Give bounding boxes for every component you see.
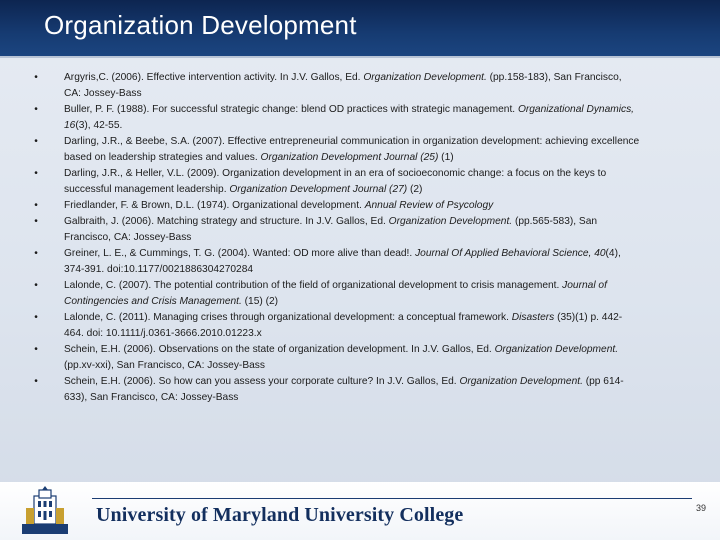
reference-item (28, 342, 640, 374)
bullet: • (34, 376, 38, 387)
reference-text: (2) (407, 184, 423, 195)
reference-source-text: Organizational Dynamics, 16 (64, 104, 635, 131)
reference-item (28, 278, 640, 310)
university-logo-icon (22, 486, 68, 534)
bullet: • (34, 104, 38, 115)
reference-source-text: Organization Development. (363, 72, 487, 83)
bullet: • (34, 200, 38, 211)
bullet: • (34, 280, 38, 291)
page-number: 39 (696, 503, 707, 513)
reference-source-text: Disasters (511, 312, 555, 323)
reference-text: Buller, P. F. (1988). For successful strategic change: blend OD practices with strategic management. (64, 104, 518, 115)
university-name: University of Maryland University College (96, 504, 464, 526)
reference-text: (4), 374-391. doi:10.1177/0021886304270284 (64, 248, 621, 275)
reference-text: Darling, J.R., & Heller, V.L. (2009). Organization development in an era of socioeconomic change: a focus on the keys to successful management leadership. (64, 168, 607, 195)
bullet: • (34, 312, 38, 323)
reference-item (28, 198, 640, 214)
reference-text: (pp 614-633), San Francisco, CA: Jossey-Bass (64, 376, 624, 403)
reference-text: (pp.565-583), San Francisco, CA: Jossey-Bass (64, 216, 598, 243)
bullet: • (34, 344, 38, 355)
bullet: • (34, 72, 38, 83)
reference-text: Schein, E.H. (2006). Observations on the state of organization development. In J.V. Gallos, Ed. (64, 344, 495, 355)
reference-text: Darling, J.R., & Beebe, S.A. (2007). Effective entrepreneurial communication in organization development: achieving excellence based on leadership strategies and values. (64, 136, 640, 163)
reference-source-text: Organization Development. (459, 376, 583, 387)
reference-text: Galbraith, J. (2006). Matching strategy and structure. In J.V. Gallos, Ed. (64, 216, 389, 227)
reference-text: Schein, E.H. (2006). So how can you assess your corporate culture? In J.V. Gallos, Ed. (64, 376, 460, 387)
reference-item (28, 70, 640, 102)
reference-item (28, 246, 640, 278)
bullet: • (34, 216, 38, 227)
title-bar (0, 0, 720, 58)
reference-source-text: Journal of Contingencies and Crisis Management. (64, 280, 607, 307)
reference-text: (pp.xv-xxi), San Francisco, CA: Jossey-Bass (64, 360, 265, 371)
slide-title: Organization Development (44, 10, 357, 40)
reference-source-text: Journal Of Applied Behavioral Science, 40 (415, 248, 606, 259)
reference-source-text: Organization Development Journal (25) (260, 152, 439, 163)
reference-text: Lalonde, C. (2011). Managing crises through organizational development: a conceptual framework. (64, 312, 512, 323)
reference-item (28, 214, 640, 246)
reference-text: (35)(1) p. 442-464. doi: 10.1111/j.0361-3666.2010.01223.x (64, 312, 623, 339)
bullet: • (34, 168, 38, 179)
bullet: • (34, 136, 38, 147)
reference-item (28, 102, 640, 134)
reference-text: Friedlander, F. & Brown, D.L. (1974). Organizational development. (64, 200, 365, 211)
reference-item (28, 134, 640, 166)
reference-item (28, 166, 640, 198)
reference-source-text: Organization Development. (494, 344, 619, 355)
reference-source-text: Organization Development Journal (27) (229, 184, 408, 195)
reference-source-text: Annual Review of Psycology (364, 200, 494, 211)
reference-text: Argyris,C. (2006). Effective intervention activity. In J.V. Gallos, Ed. (64, 72, 364, 83)
reference-text: (pp.158-183), San Francisco, CA: Jossey-Bass (64, 72, 622, 99)
reference-text: (3), 42-55. (75, 120, 123, 131)
reference-item (28, 310, 640, 342)
reference-source-text: Organization Development. (388, 216, 513, 227)
reference-text: (1) (438, 152, 454, 163)
reference-text: (15) (2) (241, 296, 279, 307)
footer-divider (92, 498, 692, 499)
reference-list (28, 70, 640, 406)
reference-text: Lalonde, C. (2007). The potential contribution of the field of organizational development to crisis management. (64, 280, 563, 291)
bullet: • (34, 248, 38, 259)
reference-item (28, 374, 640, 406)
reference-text: Greiner, L. E., & Cummings, T. G. (2004). Wanted: OD more alive than dead!. (64, 248, 416, 259)
